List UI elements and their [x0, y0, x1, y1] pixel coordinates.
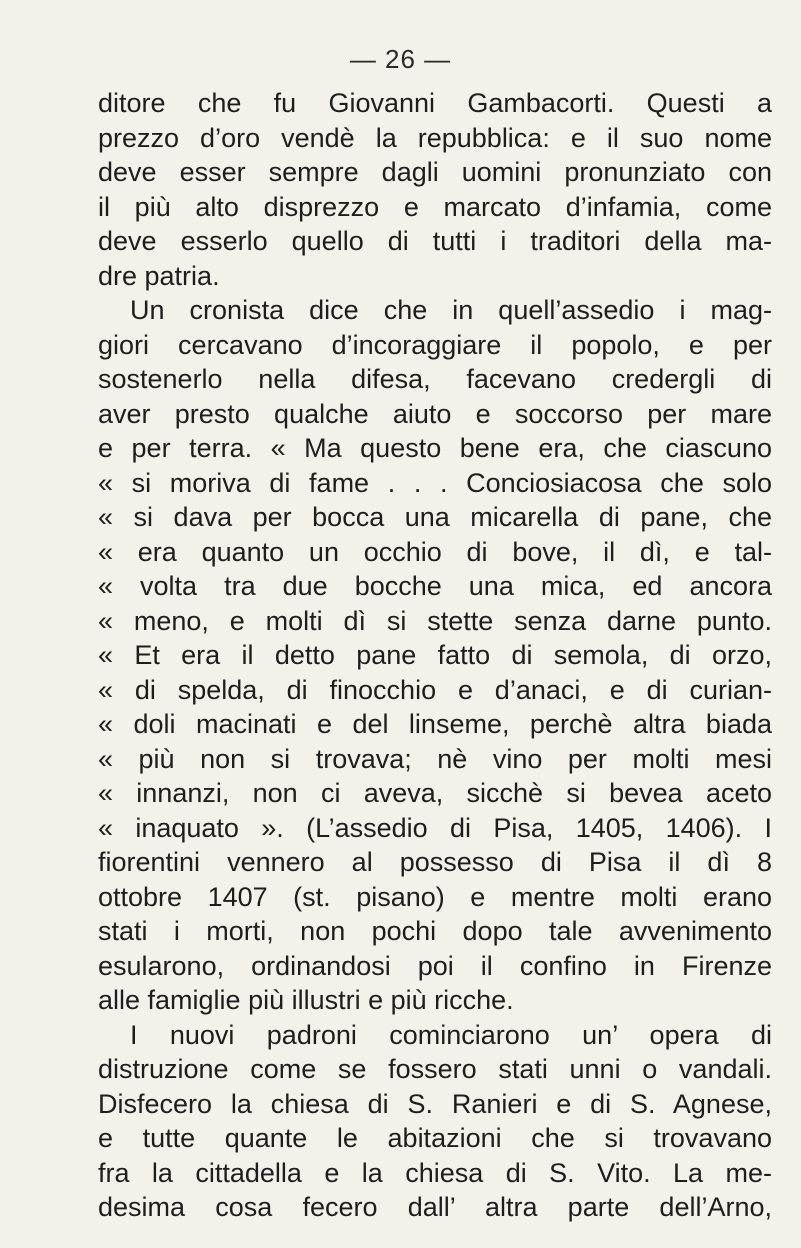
text-line: fiorentini vennero al possesso di Pisa il dì 8 [98, 847, 772, 877]
text-line: desima cosa fecero dall’ altra parte dell’Arno, [98, 1192, 772, 1222]
text-line: sostenerlo nella difesa, facevano credergli di [98, 364, 772, 394]
text-line: aver presto qualche aiuto e soccorso per mare [98, 398, 772, 429]
text-line: esularono, ordinandosi poi il confino in Firenze [98, 950, 772, 981]
text-line: « innanzi, non ci aveva, sicchè si bevea aceto [98, 778, 772, 808]
text-line: « volta tra due bocche una mica, ed ancora [98, 571, 772, 601]
text-line: prezzo d’oro vendè la repubblica: e il suo nome [98, 122, 772, 153]
text-line: « doli macinati e del linseme, perchè altra biada [98, 709, 772, 739]
text-line: giori cercavano d’incoraggiare il popolo, e per [98, 329, 772, 360]
text-line: Disfecero la chiesa di S. Ranieri e di S. Agnese, [98, 1088, 772, 1119]
text-line: ottobre 1407 (st. pisano) e mentre molti erano [98, 881, 772, 912]
text-line: « più non si trovava; nè vino per molti mesi [98, 743, 772, 774]
text-line: ditore che fu Giovanni Gambacorti. Questi a [98, 88, 772, 118]
page-number: — 26 — [349, 44, 452, 74]
text-line: dre patria. [98, 260, 220, 291]
body-text [98, 86, 772, 1225]
text-line: I nuovi padroni cominciarono un’ opera di [130, 1019, 772, 1050]
text-line: il più alto disprezzo e marcato d’infamia, come [98, 191, 772, 222]
text-line: alle famiglie più illustri e più ricche. [98, 985, 514, 1015]
text-line: « si moriva di fame . . . Conciosiacosa che solo [98, 467, 772, 498]
text-line: « meno, e molti dì si stette senza darne punto. [98, 605, 772, 636]
text-line: « si dava per bocca una micarella di pane, che [98, 502, 772, 532]
text-line: stati i morti, non pochi dopo tale avvenimento [98, 916, 772, 946]
text-line: deve esser sempre dagli uomini pronunziato con [98, 157, 772, 187]
text-line: e per terra. « Ma questo bene era, che ciascuno [98, 433, 772, 463]
text-line: e tutte quante le abitazioni che si trovavano [98, 1123, 772, 1153]
text-line: « Et era il detto pane fatto di semola, di orzo, [98, 640, 772, 670]
text-line: distruzione come se fossero stati unni o vandali. [98, 1054, 772, 1084]
text-line: fra la cittadella e la chiesa di S. Vito. La me- [98, 1157, 772, 1188]
text-line: « inaquato ». (L’assedio di Pisa, 1405, 1406). I [98, 812, 772, 843]
text-line: « era quanto un occhio di bove, il dì, e tal- [98, 536, 772, 567]
text-line: deve esserlo quello di tutti i traditori della ma- [98, 226, 772, 256]
text-line: « di spelda, di finocchio e d’anaci, e di curian- [98, 674, 772, 705]
text-line: Un cronista dice che in quell’assedio i mag- [130, 295, 772, 325]
